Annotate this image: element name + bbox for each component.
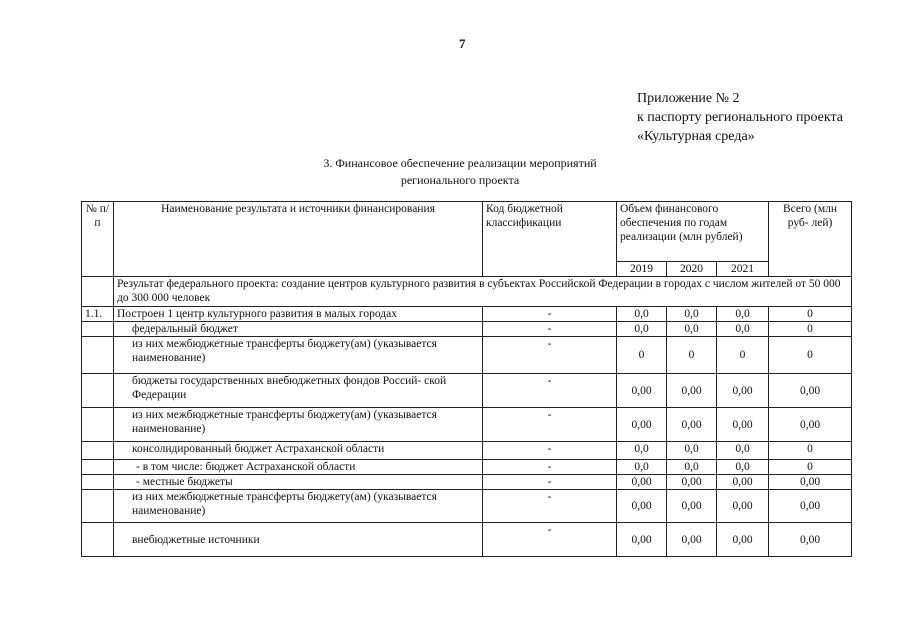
row-num — [82, 374, 114, 408]
row-total: 0 — [769, 442, 852, 460]
table-row — [82, 523, 852, 557]
row-2019: 0,0 — [617, 307, 667, 322]
row-num — [82, 408, 114, 442]
row-name: Построен 1 центр культурного развития в малых городах — [114, 307, 483, 322]
row-2021: 0,0 — [717, 460, 769, 475]
row-total: 0,00 — [769, 475, 852, 490]
row-2019: 0,0 — [617, 442, 667, 460]
header-name: Наименование результата и источники финансирования — [114, 202, 483, 277]
row-total: 0 — [769, 337, 852, 374]
row-num — [82, 523, 114, 557]
row-code: - — [483, 460, 617, 475]
row-total: 0,00 — [769, 523, 852, 557]
appendix-line-3: «Культурная среда» — [637, 129, 755, 144]
row-2019: 0,0 — [617, 460, 667, 475]
row-name: федеральный бюджет — [114, 322, 483, 337]
row-2019: 0,00 — [617, 408, 667, 442]
appendix-line-1: Приложение № 2 — [637, 91, 740, 106]
appendix-block — [637, 89, 843, 146]
row-code: - — [483, 475, 617, 490]
row-2020: 0,0 — [667, 460, 717, 475]
row-2021: 0,00 — [717, 490, 769, 523]
table-row — [82, 460, 852, 475]
row-2020: 0,00 — [667, 523, 717, 557]
row-code: - — [483, 337, 617, 374]
row-2020: 0,00 — [667, 408, 717, 442]
result-row — [82, 277, 852, 307]
row-total: 0 — [769, 307, 852, 322]
row-name: консолидированный бюджет Астраханской области — [114, 442, 483, 460]
row-2019: 0,00 — [617, 523, 667, 557]
row-num — [82, 490, 114, 523]
row-name: из них межбюджетные трансферты бюджету(ам) (указывается наименование) — [114, 337, 483, 374]
row-num — [82, 337, 114, 374]
row-total: 0 — [769, 322, 852, 337]
row-2020: 0,0 — [667, 307, 717, 322]
row-code: - — [483, 523, 617, 557]
row-2021: 0,0 — [717, 307, 769, 322]
header-year-2021: 2021 — [717, 262, 769, 277]
row-2019: 0,00 — [617, 374, 667, 408]
row-2021: 0,00 — [717, 408, 769, 442]
row-name: внебюджетные источники — [114, 523, 483, 557]
row-2019: 0,00 — [617, 475, 667, 490]
row-num — [82, 460, 114, 475]
row-code: - — [483, 408, 617, 442]
table-row — [82, 374, 852, 408]
row-2021: 0,00 — [717, 374, 769, 408]
table-row — [82, 490, 852, 523]
row-num: 1.1. — [82, 307, 114, 322]
table-row — [82, 442, 852, 460]
row-name: - в том числе: бюджет Астраханской области — [114, 460, 483, 475]
result-text: Результат федерального проекта: создание центров культурного развития в субъектах Российской Федерации в городах с числом жителей от 50 000 до 300 000 человек — [114, 277, 852, 307]
row-code: - — [483, 307, 617, 322]
table-row — [82, 475, 852, 490]
header-year-2020: 2020 — [667, 262, 717, 277]
header-num: № п/п — [82, 202, 114, 277]
row-2020: 0,0 — [667, 322, 717, 337]
row-2021: 0,00 — [717, 475, 769, 490]
header-volume: Объем финансового обеспечения по годам реализации (млн рублей) — [617, 202, 769, 262]
row-name: бюджеты государственных внебюджетных фондов Россий- ской Федерации — [114, 374, 483, 408]
row-num — [82, 442, 114, 460]
section-title — [260, 155, 660, 189]
header-year-2019: 2019 — [617, 262, 667, 277]
row-total: 0,00 — [769, 374, 852, 408]
row-total: 0 — [769, 460, 852, 475]
header-total: Всего (млн руб- лей) — [769, 202, 852, 277]
row-name: - местные бюджеты — [114, 475, 483, 490]
row-num — [82, 322, 114, 337]
row-name: из них межбюджетные трансферты бюджету(ам) (указывается наименование) — [114, 490, 483, 523]
row-2020: 0,00 — [667, 374, 717, 408]
header-row — [82, 202, 852, 262]
financing-table — [81, 201, 852, 557]
row-2021: 0,0 — [717, 442, 769, 460]
table-row — [82, 337, 852, 374]
row-code: - — [483, 374, 617, 408]
row-2019: 0,00 — [617, 490, 667, 523]
row-2020: 0,00 — [667, 475, 717, 490]
row-2020: 0 — [667, 337, 717, 374]
row-2020: 0,00 — [667, 490, 717, 523]
row-2021: 0,00 — [717, 523, 769, 557]
row-2020: 0,0 — [667, 442, 717, 460]
row-total: 0,00 — [769, 490, 852, 523]
row-2021: 0,0 — [717, 322, 769, 337]
row-code: - — [483, 490, 617, 523]
row-2019: 0,0 — [617, 322, 667, 337]
row-num — [82, 475, 114, 490]
section-title-line-2: регионального проекта — [400, 173, 520, 187]
page-number: 7 — [459, 36, 466, 51]
section-title-line-1: 3. Финансовое обеспечение реализации мероприятий — [323, 156, 597, 170]
table-row — [82, 307, 852, 322]
table-row — [82, 322, 852, 337]
result-num-cell — [82, 277, 114, 307]
row-2019: 0 — [617, 337, 667, 374]
row-code: - — [483, 442, 617, 460]
row-2021: 0 — [717, 337, 769, 374]
row-code: - — [483, 322, 617, 337]
row-total: 0,00 — [769, 408, 852, 442]
appendix-line-2: к паспорту регионального проекта — [637, 110, 843, 125]
table-row — [82, 408, 852, 442]
header-code: Код бюджетной классификации — [483, 202, 617, 277]
row-name: из них межбюджетные трансферты бюджету(ам) (указывается наименование) — [114, 408, 483, 442]
